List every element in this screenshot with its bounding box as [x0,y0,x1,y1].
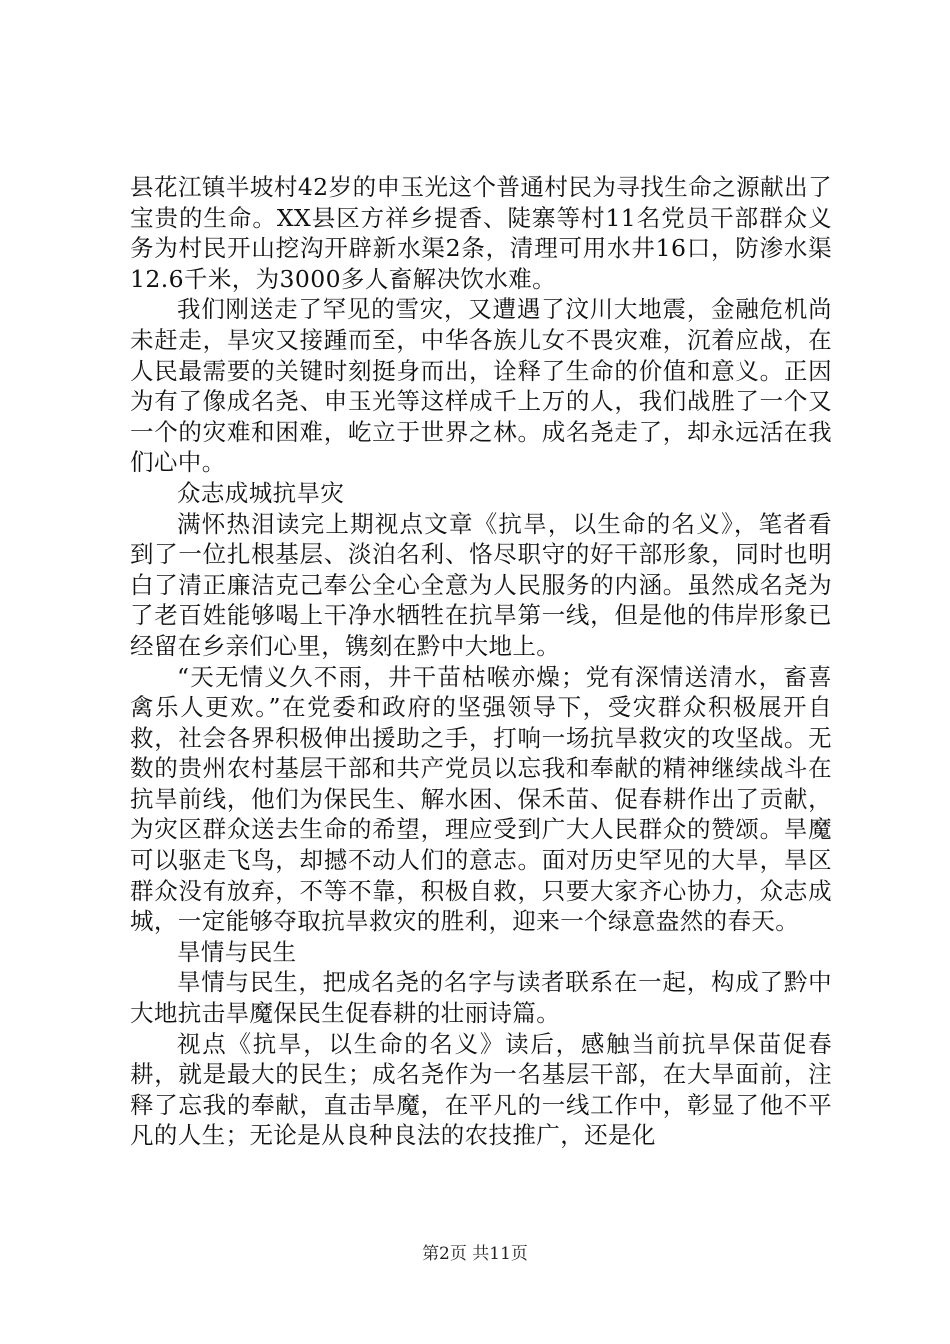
section-heading-1: 众志成城抗旱灾 [177,478,345,507]
page-number-footer: 第2页 共11页 [422,1244,528,1264]
paragraph-6: 视点《抗旱，以生命的名义》读后，感触当前抗旱保苗促春耕，就是最大的民生；成名尧作为一名基层干部，在大旱面前，注释了忘我的奉献，直击旱魔，在平凡的一线工作中，彰显了他不平凡的人生；无论是从良种良法的农技推广，还是化 [130,1029,832,1150]
section-heading-2: 旱情与民生 [177,937,297,966]
paragraph-5: 旱情与民生，把成名尧的名字与读者联系在一起，构成了黔中大地抗击旱魔保民生促春耕的壮丽诗篇。 [130,968,832,1028]
paragraph-1: 县花江镇半坡村42岁的申玉光这个普通村民为寻找生命之源献出了宝贵的生命。XX县区方祥乡提香、陡寨等村11名党员干部群众义务为村民开山挖沟开辟新水渠2条，清理可用水井16口，防渗水渠12.6千米，为3000多人畜解决饮水难。 [130,173,832,293]
paragraph-2: 我们刚送走了罕见的雪灾，又遭遇了汶川大地震，金融危机尚未赶走，旱灾又接踵而至，中华各族儿女不畏灾难，沉着应战，在人民最需要的关键时刻挺身而出，诠释了生命的价值和意义。正因为有了像成名尧、申玉光等这样成千上万的人，我们战胜了一个又一个的灾难和困难，屹立于世界之林。成名尧走了，却永远活在我们心中。 [130,295,832,477]
paragraph-4: “天无情义久不雨，井干苗枯喉亦燥；党有深情送清水，畜喜禽乐人更欢。”在党委和政府的坚强领导下，受灾群众积极展开自救，社会各界积极伸出援助之手，打响一场抗旱救灾的攻坚战。无数的贵州农村基层干部和共产党员以忘我和奉献的精神继续战斗在抗旱前线，他们为保民生、解水困、保禾苗、促春耕作出了贡献，为灾区群众送去生命的希望，理应受到广大人民群众的赞颂。旱魔可以驱走飞鸟，却撼不动人们的意志。面对历史罕见的大旱，旱区群众没有放弃，不等不靠，积极自救，只要大家齐心协力，众志成城，一定能够夺取抗旱救灾的胜利，迎来一个绿意盎然的春天。 [130,662,832,936]
document-body [130,172,832,1151]
paragraph-3: 满怀热泪读完上期视点文章《抗旱，以生命的名义》，笔者看到了一位扎根基层、淡泊名利、恪尽职守的好干部形象，同时也明白了清正廉洁克己奉公全心全意为人民服务的内涵。虽然成名尧为了老百姓能够喝上干净水牺牲在抗旱第一线，但是他的伟岸形象已经留在乡亲们心里，镌刻在黔中大地上。 [130,509,832,660]
